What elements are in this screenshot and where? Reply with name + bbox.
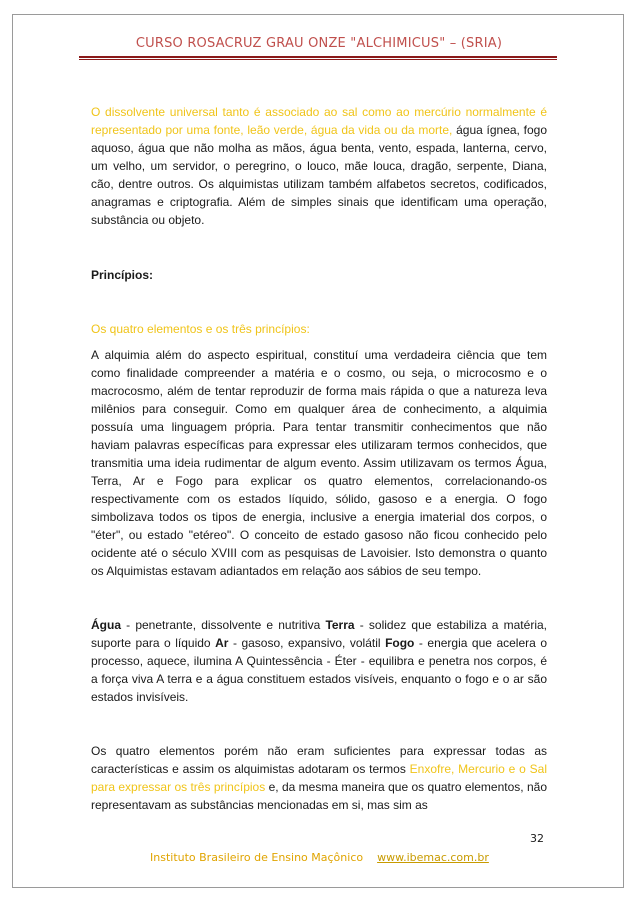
highlighted-text: O dissolvente universal tanto é associado ao sal como ao mercúrio normalmente é representado por uma fonte, leão verde, água da vida ou da morte, [91,105,547,137]
paragraph-elementos: Água - penetrante, dissolvente e nutritiva Terra - solidez que estabiliza a matéria, suporte para o líquido Ar - gasoso, expansivo, volátil Fogo - energia que acelera o processo, aquece, ilumina A Quintessência - Éter - equilibra e penetra nos corpos, é a força viva A terra e a água constituem estados visíveis, enquanto o fogo e o ar são estados invisíveis. [91,618,547,704]
paragraph-principios: Os quatro elementos porém não eram suficientes para expressar todas as características e assim os alquimistas adotaram os termos Enxofre, Mercurio e o Sal para expressar os três princípios e, da mesma maneira que os quatro elementos, não representavam as substâncias mencionadas em si, mas sim as [91,744,548,812]
document-header-title: CURSO ROSACRUZ GRAU ONZE "ALCHIMICUS" – (SRIA) [135,36,503,51]
header-divider-thin [79,59,557,60]
page-footer [150,851,489,864]
subheading-elementos: Os quatro elementos e os três princípios: [91,322,310,336]
highlighted-link-text[interactable]: Enxofre, Mercurio e o Sal para expressar os três princípios [91,762,547,794]
paragraph-text: água ígnea, fogo aquoso, água que não molha as mãos, água benta, vento, espada, lanterna, cervo, um velho, um servidor, o peregrino, o louco, mãe louca, dragão, serpente, Diana, cão, dentre outros. Os alquimistas utilizam também alfabetos secretos, codificados, anagramas e criptografia. Além de simples sinais que identificam uma operação, substância ou objeto. [91,123,547,227]
term-fogo: Fogo [385,636,415,650]
heading-principios: Princípios: [91,268,154,282]
paragraph-alquimia: A alquimia além do aspecto espiritual, constituí uma verdadeira ciência que tem como finalidade compreender a matéria e o cosmo, ou seja, o microcosmo e o macrocosmo, além de tentar reproduzir de forma mais rápida o que a natureza leva milênios para conseguir. Como em qualquer área de conhecimento, a alquimia possuía uma linguagem própria. Para tentar transmitir conhecimentos que não haviam palavras específicas para expressar eles utilizaram termos conhecidos, que transmitia uma ideia rudimentar de algum evento. Assim utilizavam os termos Água, Terra, Ar e Fogo para explicar os quatro elementos, correlacionando-os respectivamente com os estados líquido, sólido, gasoso e a energia. O fogo simbolizava todos os tipos de energia, inclusive a energia imaterial dos corpos, o "éter", ou estado "etéreo". O conceito de estado gasoso não ficou conhecido pelo ocidente até o século XVIII com as pesquisas de Lavoisier. Isto demonstra o quanto os Alquimistas estavam adiantados em relação aos sábios de seu tempo. [91,348,547,578]
term-ar: Ar [215,636,229,650]
paragraph-dissolvente [91,103,547,229]
term-terra: Terra [325,618,355,632]
term-agua: Água [91,618,121,632]
page-number: 32 [530,832,544,845]
header-divider-thick [79,56,557,58]
footer-institute: Instituto Brasileiro de Ensino Maçônico [150,851,364,864]
document-body [91,103,547,814]
footer-website-link[interactable]: www.ibemac.com.br [377,851,489,864]
